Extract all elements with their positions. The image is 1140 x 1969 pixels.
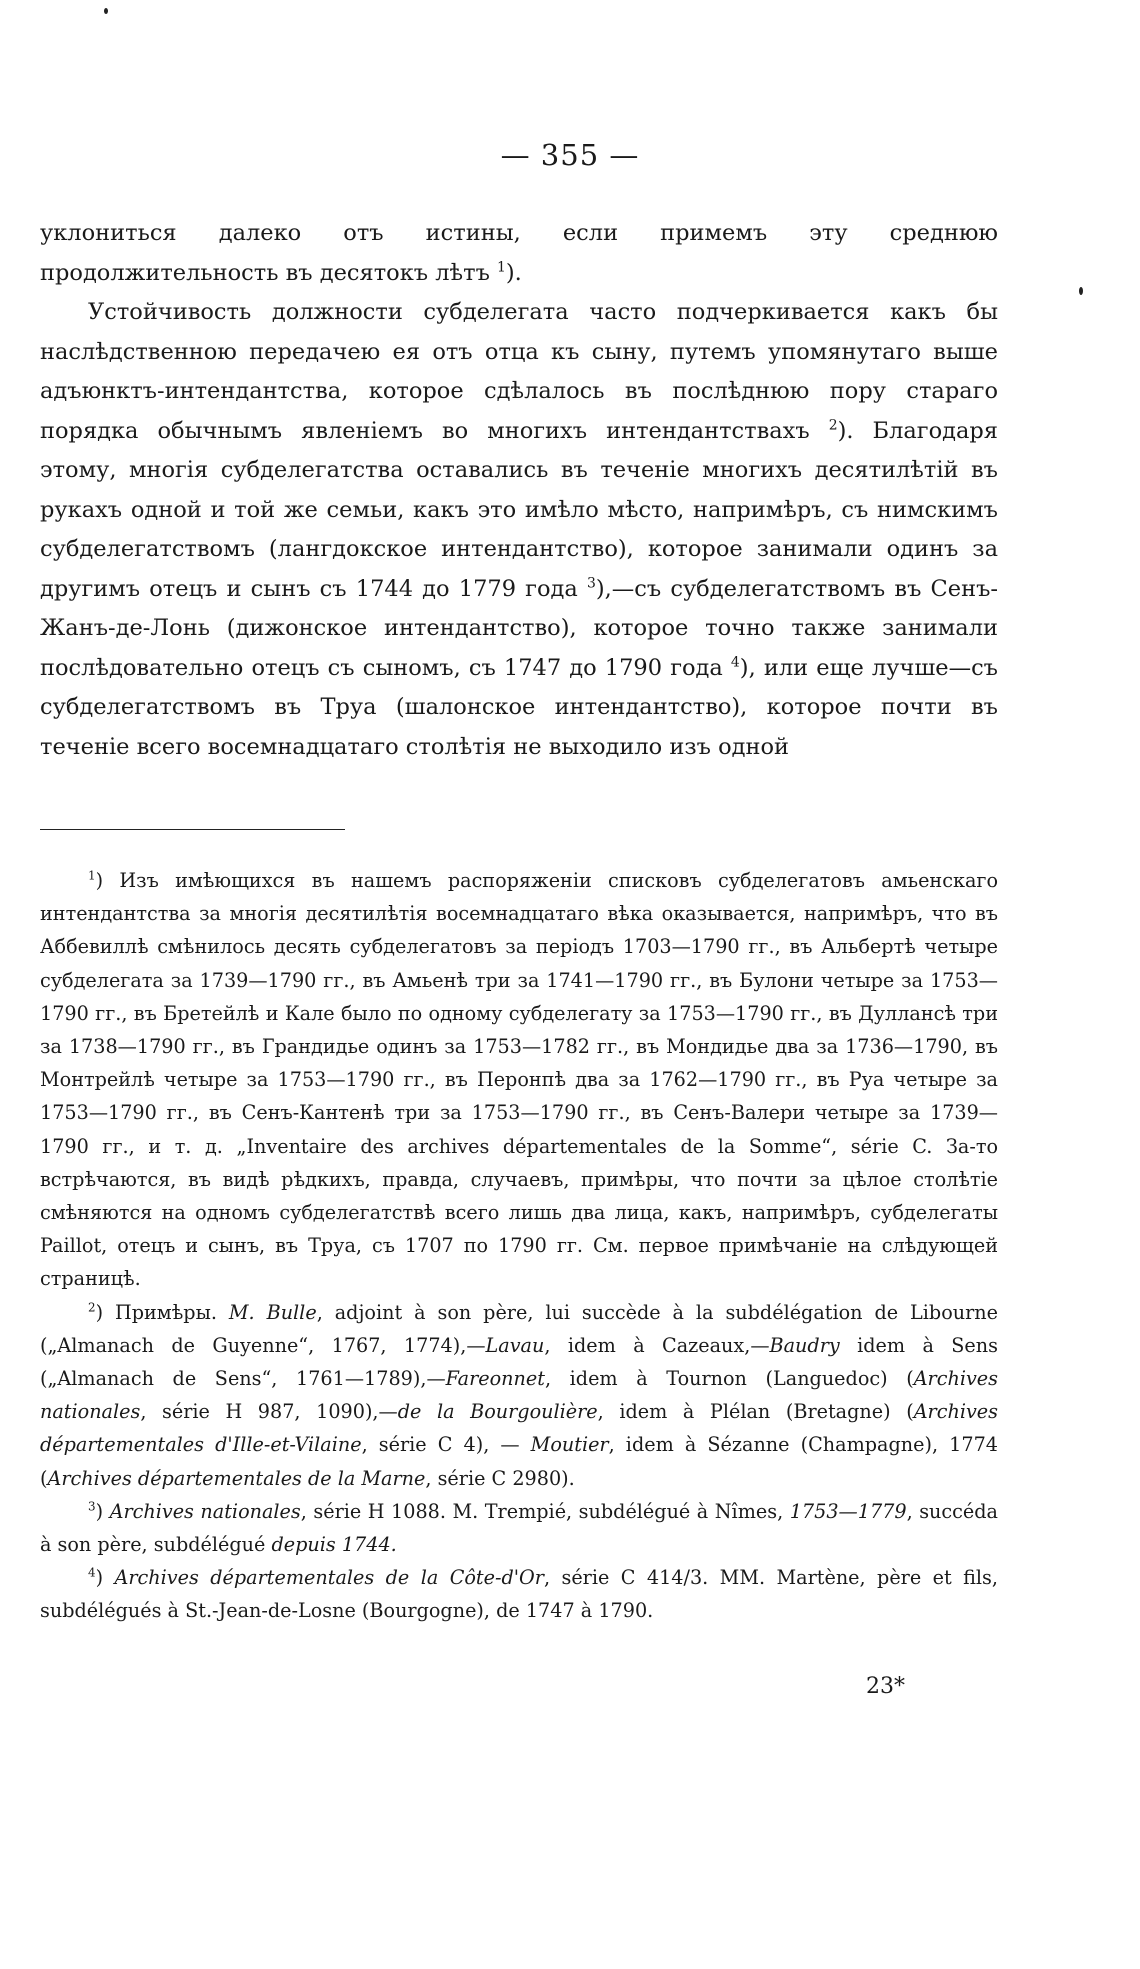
footnote-text: , idem à Cazeaux,—	[544, 1333, 770, 1357]
footnote-italic: depuis 1744.	[271, 1533, 397, 1557]
footnote-ref-1: 1	[497, 259, 506, 275]
footnote-text: )	[95, 1499, 110, 1523]
footnote-2	[40, 1296, 998, 1495]
footnote-text: ) Изъ имѣющихся въ нашемъ распоряженіи списковъ субделегатовъ амьенскаго интендантства за многія десятилѣтія восемнадцатаго вѣка оказывается, напримѣръ, что въ Аббевиллѣ смѣнилось десять субделегатовъ за періодъ 1703—1790 гг., въ Альбертѣ четыре субделегата за 1739—1790 гг., въ Амьенѣ три за 1741—1790 гг., въ Булони четыре за 1753—1790 гг., въ Бретейлѣ и Кале было по одному субделегату за 1753—1790 гг., въ Дуллансѣ три за 1738—1790 гг., въ Грандидье одинъ за 1753—1782 гг., въ Мондидье два за 1736—1790, въ Монтрейлѣ четыре за 1753—1790 гг., въ Перонпѣ два за 1762—1790 гг., въ Руа четыре за 1753—1790 гг., въ Сенъ-Кантенѣ три за 1753—1790 гг., въ Сенъ-Валери четыре за 1739—1790 гг., и т. д. „Inventaire des archives départementales de la Somme“, série C. За-то встрѣчаются, въ видѣ рѣдкихъ, правда, случаевъ, примѣры, что почти за цѣлое столѣтіе смѣняются на одномъ субделегатствѣ всего лишь два лица, какъ, напримѣръ, субделегаты Paillot, отецъ и сынъ, въ Труа, съ 1707 по 1790 гг. См. первое примѣчаніе на слѣдующей страницѣ.	[40, 869, 998, 1291]
footnote-mark-4: 4	[88, 1565, 96, 1580]
footnote-ref-4: 4	[730, 654, 740, 670]
paragraph-2	[40, 293, 998, 767]
footnote-mark-1: 1	[88, 868, 96, 883]
paragraph-1	[40, 214, 998, 293]
footnote-text: , série C 414/3. MM. Martène, père et fils, subdélégués à St.-Jean-de-Losne (Bourgogne), de 1747 à 1790.	[40, 1566, 999, 1623]
text-span: ).	[505, 259, 522, 286]
page-number: — 355 —	[500, 138, 640, 172]
footnote-3	[40, 1495, 998, 1561]
footnote-italic: Archives nationales	[109, 1499, 301, 1523]
text-span: Устойчивость должности субделегата часто подчеркивается какъ бы наслѣдственною передачею ея отъ отца къ сыну, путемъ упомянутаго выше адъюнктъ-интендантства, которое сдѣлалось въ послѣднюю пору стараго порядка обычнымъ явленіемъ во многихъ интендантствахъ	[40, 299, 998, 444]
footnote-text: , idem à Sézanne (Champagne), 1774 (	[40, 1433, 998, 1490]
footnote-text: , idem à Plélan (Bretagne) (	[597, 1400, 914, 1424]
footnote-italic: Archives nationales	[40, 1367, 999, 1424]
footnote-text: , adjoint à son père, lui succède à la subdélégation de Libourne („Almanach de Guyenne“, 1767, 1774),—	[40, 1300, 999, 1357]
footnote-italic: de la Bourgoulière	[397, 1400, 598, 1424]
footnote-mark-3: 3	[88, 1499, 96, 1514]
printer-signature-mark: 23*	[866, 1674, 905, 1699]
footnote-ref-3: 3	[586, 575, 596, 591]
print-speck	[1079, 287, 1083, 295]
footnote-italic: Lavau	[485, 1333, 545, 1357]
footnote-text: , série H 987, 1090),—	[140, 1400, 398, 1424]
text-span: ),—съ субделегатствомъ въ Сенъ-Жанъ-де-Лонь (дижонское интендантство), которое точно также занимали послѣдовательно отецъ съ сыномъ, съ 1747 до 1790 года	[40, 575, 998, 681]
footnote-italic: Fareonnet	[445, 1367, 545, 1391]
footnote-mark-2: 2	[88, 1300, 96, 1315]
footnote-italic: Baudry	[769, 1333, 840, 1357]
footnote-ref-2: 2	[828, 417, 838, 433]
main-body-text	[40, 214, 998, 767]
footnote-text: , série C 2980).	[425, 1466, 575, 1490]
print-speck	[104, 8, 108, 14]
footnote-text: , série C 4), —	[361, 1433, 531, 1457]
footnote-italic: Archives départementales d'Ille-et-Vilaine	[40, 1400, 998, 1457]
footnote-text: ) Примѣры.	[95, 1300, 229, 1324]
text-span: ). Благодаря этому, многія субделегатства оставались въ теченіе многихъ десятилѣтій въ рукахъ одной и той же семьи, какъ это имѣло мѣсто, напримѣръ, съ нимскимъ субделегатствомъ (лангдокское интендантство), которое занимали одинъ за другимъ отецъ и сынъ съ 1744 до 1779 года	[40, 417, 998, 602]
footnote-separator	[40, 829, 345, 830]
footnote-text: , série H 1088. M. Trempié, subdélégué à Nîmes,	[300, 1499, 790, 1523]
footnote-1	[40, 864, 998, 1296]
footnote-text: idem à Sens („Almanach de Sens“, 1761—1789),—	[40, 1333, 998, 1391]
footnote-4	[40, 1561, 998, 1627]
footnotes	[40, 864, 998, 1628]
footnote-italic: 1753—1779	[789, 1499, 907, 1523]
footnote-text: )	[95, 1566, 115, 1590]
footnote-text: , succéda à son père, subdélégué	[40, 1499, 998, 1557]
footnote-text: , idem à Tournon (Languedoc) (	[544, 1367, 914, 1391]
footnote-italic: M. Bulle	[228, 1300, 317, 1324]
text-span: ), или еще лучше—съ субделегатствомъ въ Труа (шалонское интендантство), которое почти въ теченіе всего восемнадцатаго столѣтія не выходило изъ одной	[40, 654, 998, 760]
footnote-italic: Archives départementales de la Côte-d'Or	[114, 1566, 544, 1590]
footnote-italic: Moutier	[530, 1433, 609, 1457]
text-span: уклониться далеко отъ истины, если примемъ эту среднюю продолжительность въ десятокъ лѣтъ	[40, 220, 998, 286]
footnote-italic: Archives départementales de la Marne	[47, 1466, 426, 1490]
